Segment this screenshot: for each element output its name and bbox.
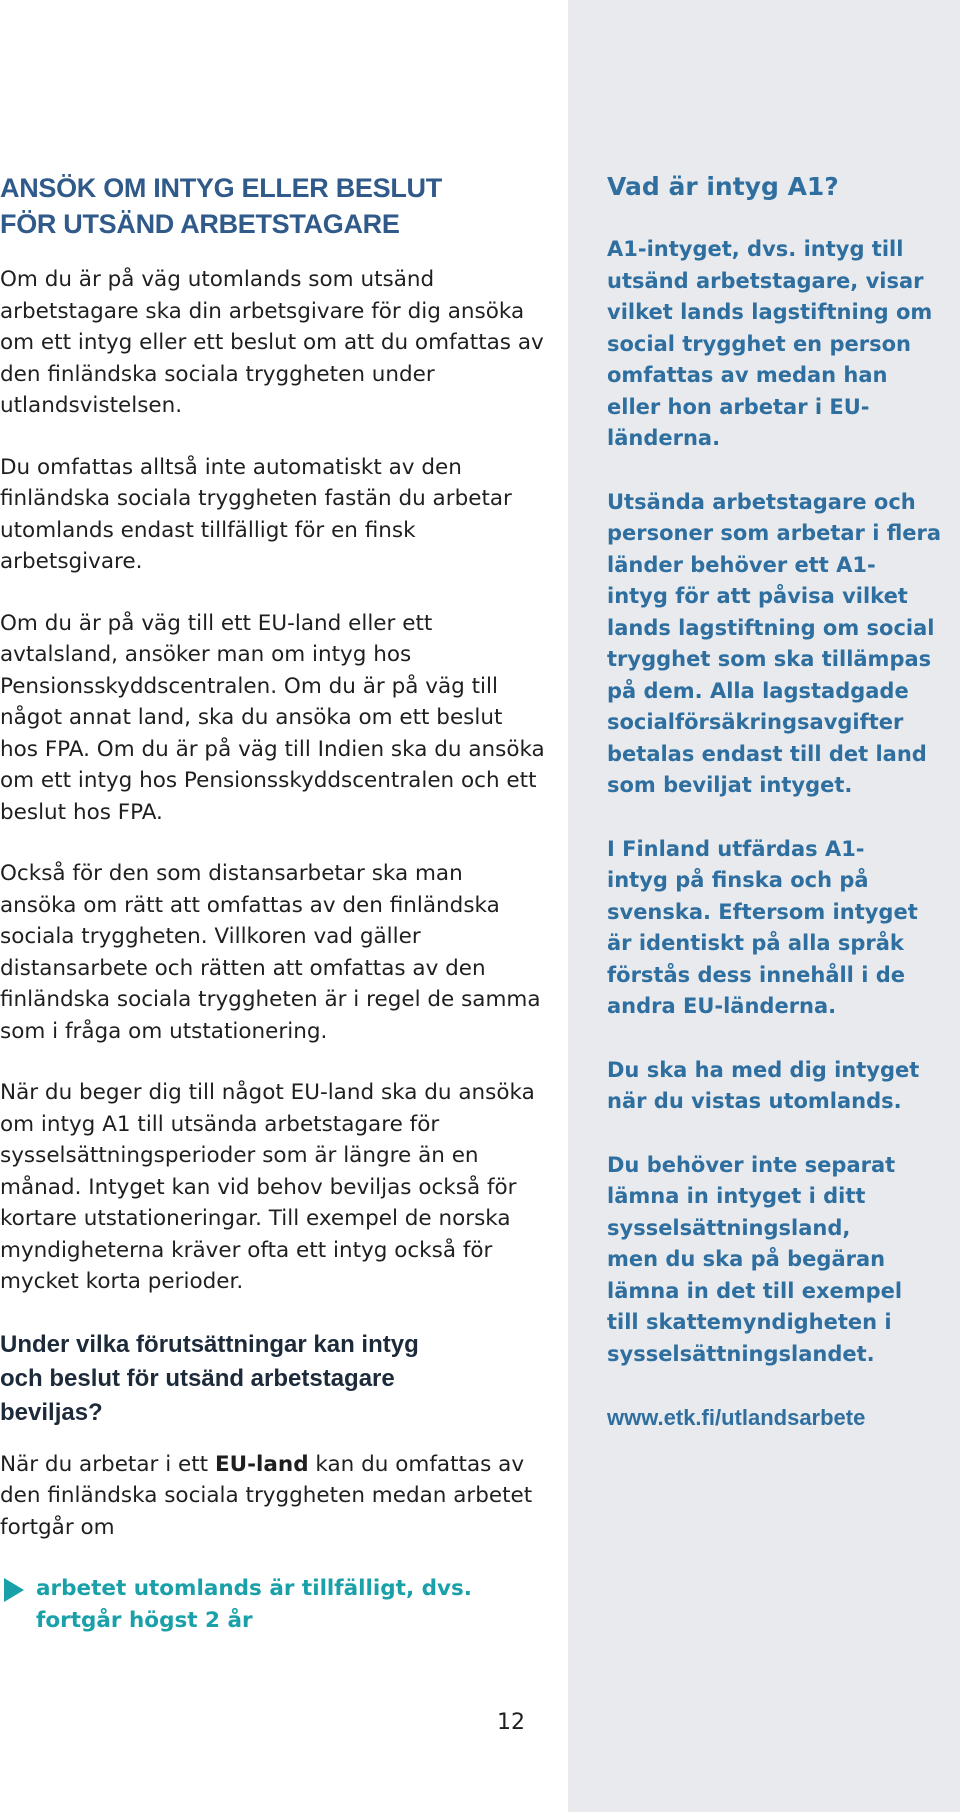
bullet-item (0, 1573, 545, 1637)
sidebar-line: A1-intyget, dvs. intyg till (607, 237, 904, 261)
bullet-line: arbetet utomlands är tillfälligt, dvs. (36, 1576, 472, 1601)
conditions-intro-paragraph (0, 1449, 545, 1544)
sidebar-line: men du ska på begäran (607, 1247, 886, 1271)
sidebar-line: lämna in intyget i ditt (607, 1184, 866, 1208)
sidebar-line: till skattemyndigheten i (607, 1310, 892, 1334)
sidebar-line: personer som arbetar i flera (607, 521, 942, 545)
sidebar-line: eller hon arbetar i EU- (607, 394, 870, 419)
intro-text-after: kan du omfattas av den finländska sociala tryggheten medan arbetet fortgår om (0, 1451, 533, 1540)
sidebar-line: social trygghet en person (607, 331, 911, 356)
sidebar-line: I Finland utfärdas A1- (607, 836, 865, 861)
subheading-line: och beslut för utsänd arbetstagare (0, 1364, 395, 1392)
sidebar-line: omfattas av medan han (607, 363, 888, 387)
sidebar-paragraph (607, 487, 957, 802)
sidebar-heading: Vad är intyg A1? (607, 172, 839, 201)
intro-text-bold: EU-land (214, 1451, 309, 1477)
sidebar-line: betalas endast till det land (607, 741, 927, 766)
sidebar-line: andra EU-länderna. (607, 994, 837, 1018)
page-heading (0, 170, 545, 242)
page-heading-line: FÖR UTSÄND ARBETSTAGARE (0, 209, 400, 239)
intro-text-before: När du arbetar i ett (0, 1451, 215, 1477)
sidebar-line: sysselsättningsland, (607, 1215, 851, 1240)
section-subheading (0, 1328, 545, 1430)
sidebar-line: är identiskt på alla språk (607, 931, 904, 955)
page-number: 12 (497, 1710, 525, 1735)
sidebar-line: Du behöver inte separat (607, 1152, 896, 1177)
sidebar-line: sysselsättningslandet. (607, 1341, 875, 1366)
body-paragraph: Också för den som distansarbetar ska man ansöka om rätt att omfattas av den finländska sociala tryggheten. Villkoren vad gäller distansarbete och rätten att omfattas av den finländska sociala tryggheten är i regel de samma som i fråga om utstationering. (0, 861, 541, 1044)
subheading-line: beviljas? (0, 1398, 103, 1426)
sidebar-line: svenska. Eftersom intyget (607, 899, 918, 924)
sidebar-line: vilket lands lagstiftning om (607, 300, 933, 324)
sidebar-line: när du vistas utomlands. (607, 1089, 902, 1113)
sidebar-line: som beviljat intyget. (607, 773, 853, 797)
triangle-right-icon (4, 1578, 24, 1602)
sidebar-line: trygghet som ska tillämpas (607, 647, 932, 671)
sidebar-line: länderna. (607, 426, 721, 450)
body-paragraph: När du beger dig till något EU-land ska du ansöka om intyg A1 till utsända arbetstagare för sysselsättningsperioder som är längre än en månad. Intyget kan vid behov beviljas också för kortare utstationeringar. Till exempel de norska myndigheterna kräver ofta ett intyg också för mycket korta perioder. (0, 1080, 535, 1294)
body-paragraph: Om du är på väg utomlands som utsänd arbetstagare ska din arbetsgivare för dig ansöka om ett intyg eller ett beslut om att du omfattas av den finländska sociala tryggheten under utlandsvistelsen. (0, 267, 544, 418)
sidebar-line: Du ska ha med dig intyget (607, 1057, 920, 1082)
bullet-text (36, 1573, 545, 1637)
sidebar-line: intyg på finska och på (607, 868, 869, 892)
body-paragraph: Om du är på väg till ett EU-land eller ett avtalsland, ansöker man om intyg hos Pensionsskyddscentralen. Om du är på väg till något annat land, ska du ansöka om ett beslut hos FPA. Om du är på väg till Indien ska du ansöka om ett intyg hos Pensionsskyddscentralen och ett beslut hos FPA. (0, 610, 545, 825)
sidebar-line: Utsända arbetstagare och (607, 489, 916, 514)
main-column (0, 170, 545, 1637)
sidebar-column (607, 170, 957, 1434)
bullet-line: fortgår högst 2 år (36, 1608, 253, 1633)
sidebar-paragraph (607, 1055, 957, 1118)
sidebar-line: socialförsäkringsavgifter (607, 710, 904, 734)
body-paragraph: Du omfattas alltså inte automatiskt av den finländska sociala tryggheten fastän du arbetar utomlands endast tillfälligt för en finsk arbetsgivare. (0, 454, 512, 574)
subheading-line: Under vilka förutsättningar kan intyg (0, 1330, 419, 1358)
sidebar-line: länder behöver ett A1- (607, 552, 876, 577)
sidebar-line: intyg för att påvisa vilket (607, 584, 908, 608)
sidebar-paragraph (607, 834, 957, 1023)
sidebar-line: på dem. Alla lagstadgade (607, 678, 909, 703)
sidebar-paragraph (607, 1150, 957, 1371)
sidebar-line: utsänd arbetstagare, visar (607, 268, 924, 293)
sidebar-line: lands lagstiftning om social (607, 615, 935, 640)
sidebar-line: lämna in det till exempel (607, 1278, 903, 1303)
etk-link[interactable]: www.etk.fi/utlandsarbete (607, 1405, 866, 1430)
sidebar-line: förstås dess innehåll i de (607, 962, 905, 987)
page-heading-line: ANSÖK OM INTYG ELLER BESLUT (0, 173, 442, 203)
sidebar-paragraph (607, 234, 957, 455)
